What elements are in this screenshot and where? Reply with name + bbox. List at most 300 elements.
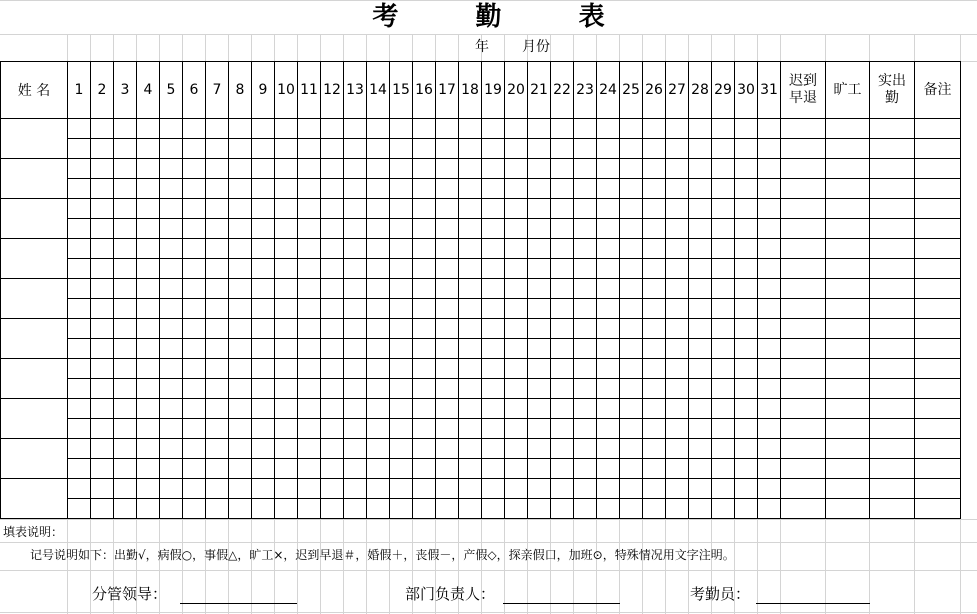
day-cell[interactable] [712,479,735,499]
summary-cell[interactable] [915,239,961,259]
day-cell[interactable] [482,459,505,479]
day-cell[interactable] [574,459,597,479]
day-cell[interactable] [413,199,436,219]
day-cell[interactable] [436,339,459,359]
day-cell[interactable] [206,159,229,179]
day-cell[interactable] [620,459,643,479]
day-cell[interactable] [574,239,597,259]
day-cell[interactable] [344,459,367,479]
day-cell[interactable] [459,119,482,139]
summary-cell[interactable] [870,379,915,399]
day-cell[interactable] [712,259,735,279]
day-cell[interactable] [321,219,344,239]
day-cell[interactable] [183,139,206,159]
day-cell[interactable] [689,439,712,459]
day-cell[interactable] [436,499,459,519]
day-cell[interactable] [183,179,206,199]
summary-cell[interactable] [915,119,961,139]
day-cell[interactable] [68,119,91,139]
summary-cell[interactable] [870,479,915,499]
day-cell[interactable] [114,259,137,279]
day-cell[interactable] [459,279,482,299]
day-cell[interactable] [275,139,298,159]
day-cell[interactable] [735,339,758,359]
day-cell[interactable] [229,139,252,159]
day-cell[interactable] [459,239,482,259]
day-cell[interactable] [620,339,643,359]
day-cell[interactable] [183,119,206,139]
day-cell[interactable] [229,319,252,339]
day-cell[interactable] [689,479,712,499]
day-cell[interactable] [183,279,206,299]
day-cell[interactable] [252,359,275,379]
day-cell[interactable] [91,159,114,179]
summary-cell[interactable] [826,499,870,519]
day-cell[interactable] [183,259,206,279]
day-cell[interactable] [252,159,275,179]
day-cell[interactable] [459,179,482,199]
day-cell[interactable] [643,459,666,479]
day-cell[interactable] [758,379,781,399]
summary-cell[interactable] [915,279,961,299]
summary-cell[interactable] [781,479,826,499]
day-cell[interactable] [482,239,505,259]
day-cell[interactable] [137,179,160,199]
day-cell[interactable] [160,219,183,239]
day-cell[interactable] [459,219,482,239]
day-cell[interactable] [114,339,137,359]
day-cell[interactable] [367,499,390,519]
day-cell[interactable] [689,159,712,179]
day-cell[interactable] [482,139,505,159]
day-cell[interactable] [735,419,758,439]
employee-name-cell[interactable] [1,439,68,479]
day-cell[interactable] [68,459,91,479]
day-cell[interactable] [206,499,229,519]
day-cell[interactable] [712,139,735,159]
day-cell[interactable] [114,479,137,499]
day-cell[interactable] [689,199,712,219]
day-cell[interactable] [344,419,367,439]
clerk-signature-line[interactable] [756,603,870,604]
day-cell[interactable] [574,479,597,499]
day-cell[interactable] [459,299,482,319]
day-cell[interactable] [160,499,183,519]
day-cell[interactable] [390,179,413,199]
day-cell[interactable] [344,139,367,159]
day-cell[interactable] [321,179,344,199]
day-cell[interactable] [275,399,298,419]
day-cell[interactable] [574,439,597,459]
summary-cell[interactable] [781,279,826,299]
day-cell[interactable] [528,199,551,219]
day-cell[interactable] [183,159,206,179]
day-cell[interactable] [160,179,183,199]
day-cell[interactable] [735,179,758,199]
day-cell[interactable] [597,299,620,319]
day-cell[interactable] [114,159,137,179]
day-cell[interactable] [666,119,689,139]
day-cell[interactable] [160,319,183,339]
employee-name-cell[interactable] [1,479,68,519]
day-cell[interactable] [505,159,528,179]
day-cell[interactable] [689,119,712,139]
day-cell[interactable] [643,239,666,259]
employee-name-cell[interactable] [1,319,68,359]
summary-cell[interactable] [781,359,826,379]
day-cell[interactable] [114,179,137,199]
day-cell[interactable] [597,139,620,159]
day-cell[interactable] [666,159,689,179]
day-cell[interactable] [275,239,298,259]
day-cell[interactable] [160,399,183,419]
day-cell[interactable] [206,259,229,279]
day-cell[interactable] [367,179,390,199]
day-cell[interactable] [689,259,712,279]
day-cell[interactable] [758,239,781,259]
day-cell[interactable] [712,179,735,199]
day-cell[interactable] [482,439,505,459]
day-cell[interactable] [114,279,137,299]
day-cell[interactable] [459,359,482,379]
day-cell[interactable] [505,379,528,399]
day-cell[interactable] [482,419,505,439]
day-cell[interactable] [597,379,620,399]
summary-cell[interactable] [870,279,915,299]
day-cell[interactable] [597,359,620,379]
day-cell[interactable] [275,199,298,219]
day-cell[interactable] [275,259,298,279]
summary-cell[interactable] [870,319,915,339]
summary-cell[interactable] [870,339,915,359]
day-cell[interactable] [482,119,505,139]
day-cell[interactable] [597,119,620,139]
day-cell[interactable] [114,359,137,379]
day-cell[interactable] [229,239,252,259]
summary-cell[interactable] [781,299,826,319]
day-cell[interactable] [758,399,781,419]
day-cell[interactable] [574,119,597,139]
day-cell[interactable] [459,479,482,499]
day-cell[interactable] [620,159,643,179]
day-cell[interactable] [183,199,206,219]
day-cell[interactable] [735,199,758,219]
day-cell[interactable] [298,319,321,339]
day-cell[interactable] [160,239,183,259]
day-cell[interactable] [229,199,252,219]
day-cell[interactable] [229,179,252,199]
day-cell[interactable] [160,119,183,139]
day-cell[interactable] [68,419,91,439]
summary-cell[interactable] [781,439,826,459]
day-cell[interactable] [620,379,643,399]
day-cell[interactable] [68,279,91,299]
day-cell[interactable] [482,319,505,339]
day-cell[interactable] [551,159,574,179]
day-cell[interactable] [574,499,597,519]
day-cell[interactable] [597,419,620,439]
day-cell[interactable] [551,299,574,319]
day-cell[interactable] [114,219,137,239]
day-cell[interactable] [413,239,436,259]
summary-cell[interactable] [826,379,870,399]
day-cell[interactable] [183,319,206,339]
day-cell[interactable] [321,479,344,499]
day-cell[interactable] [344,339,367,359]
day-cell[interactable] [252,479,275,499]
day-cell[interactable] [206,319,229,339]
day-cell[interactable] [321,339,344,359]
day-cell[interactable] [689,459,712,479]
day-cell[interactable] [436,219,459,239]
day-cell[interactable] [298,159,321,179]
day-cell[interactable] [551,179,574,199]
day-cell[interactable] [620,319,643,339]
day-cell[interactable] [735,239,758,259]
day-cell[interactable] [436,359,459,379]
day-cell[interactable] [321,319,344,339]
day-cell[interactable] [344,479,367,499]
day-cell[interactable] [712,239,735,259]
day-cell[interactable] [160,379,183,399]
day-cell[interactable] [252,499,275,519]
day-cell[interactable] [252,319,275,339]
summary-cell[interactable] [826,179,870,199]
summary-cell[interactable] [826,439,870,459]
day-cell[interactable] [160,299,183,319]
day-cell[interactable] [91,319,114,339]
summary-cell[interactable] [915,479,961,499]
day-cell[interactable] [505,319,528,339]
day-cell[interactable] [344,319,367,339]
day-cell[interactable] [252,399,275,419]
day-cell[interactable] [666,139,689,159]
day-cell[interactable] [551,239,574,259]
day-cell[interactable] [137,439,160,459]
day-cell[interactable] [390,199,413,219]
day-cell[interactable] [160,279,183,299]
day-cell[interactable] [758,439,781,459]
day-cell[interactable] [252,239,275,259]
day-cell[interactable] [321,399,344,419]
summary-cell[interactable] [915,399,961,419]
day-cell[interactable] [321,139,344,159]
day-cell[interactable] [160,139,183,159]
day-cell[interactable] [436,379,459,399]
summary-cell[interactable] [826,239,870,259]
day-cell[interactable] [91,299,114,319]
day-cell[interactable] [91,459,114,479]
day-cell[interactable] [620,139,643,159]
summary-cell[interactable] [915,439,961,459]
summary-cell[interactable] [915,139,961,159]
day-cell[interactable] [758,479,781,499]
day-cell[interactable] [298,399,321,419]
day-cell[interactable] [91,179,114,199]
day-cell[interactable] [68,359,91,379]
day-cell[interactable] [160,339,183,359]
summary-cell[interactable] [870,499,915,519]
day-cell[interactable] [137,499,160,519]
day-cell[interactable] [666,439,689,459]
day-cell[interactable] [206,119,229,139]
day-cell[interactable] [758,419,781,439]
day-cell[interactable] [505,299,528,319]
day-cell[interactable] [367,219,390,239]
day-cell[interactable] [735,399,758,419]
day-cell[interactable] [459,199,482,219]
day-cell[interactable] [390,119,413,139]
day-cell[interactable] [229,299,252,319]
summary-cell[interactable] [826,119,870,139]
day-cell[interactable] [689,239,712,259]
day-cell[interactable] [206,379,229,399]
day-cell[interactable] [413,319,436,339]
day-cell[interactable] [390,379,413,399]
day-cell[interactable] [275,419,298,439]
day-cell[interactable] [229,439,252,459]
day-cell[interactable] [505,339,528,359]
day-cell[interactable] [183,439,206,459]
day-cell[interactable] [528,159,551,179]
day-cell[interactable] [597,459,620,479]
day-cell[interactable] [229,459,252,479]
day-cell[interactable] [643,219,666,239]
day-cell[interactable] [298,279,321,299]
day-cell[interactable] [275,279,298,299]
day-cell[interactable] [551,499,574,519]
day-cell[interactable] [367,419,390,439]
day-cell[interactable] [758,459,781,479]
summary-cell[interactable] [826,319,870,339]
day-cell[interactable] [505,239,528,259]
day-cell[interactable] [206,399,229,419]
day-cell[interactable] [137,279,160,299]
day-cell[interactable] [321,499,344,519]
day-cell[interactable] [367,159,390,179]
day-cell[interactable] [574,359,597,379]
day-cell[interactable] [252,139,275,159]
supervisor-signature-line[interactable] [180,603,297,604]
summary-cell[interactable] [781,459,826,479]
day-cell[interactable] [367,139,390,159]
day-cell[interactable] [390,459,413,479]
day-cell[interactable] [91,499,114,519]
day-cell[interactable] [528,399,551,419]
day-cell[interactable] [482,179,505,199]
day-cell[interactable] [620,199,643,219]
day-cell[interactable] [137,119,160,139]
summary-cell[interactable] [826,139,870,159]
day-cell[interactable] [91,439,114,459]
day-cell[interactable] [643,139,666,159]
summary-cell[interactable] [826,459,870,479]
day-cell[interactable] [367,259,390,279]
day-cell[interactable] [114,119,137,139]
day-cell[interactable] [735,279,758,299]
day-cell[interactable] [344,359,367,379]
day-cell[interactable] [597,239,620,259]
day-cell[interactable] [252,279,275,299]
day-cell[interactable] [528,459,551,479]
day-cell[interactable] [183,399,206,419]
summary-cell[interactable] [781,219,826,239]
day-cell[interactable] [91,199,114,219]
day-cell[interactable] [620,299,643,319]
summary-cell[interactable] [781,379,826,399]
day-cell[interactable] [344,439,367,459]
summary-cell[interactable] [826,479,870,499]
day-cell[interactable] [298,299,321,319]
day-cell[interactable] [643,439,666,459]
day-cell[interactable] [206,479,229,499]
day-cell[interactable] [367,119,390,139]
day-cell[interactable] [574,299,597,319]
day-cell[interactable] [712,119,735,139]
summary-cell[interactable] [781,159,826,179]
day-cell[interactable] [482,379,505,399]
day-cell[interactable] [413,379,436,399]
day-cell[interactable] [459,499,482,519]
day-cell[interactable] [643,339,666,359]
day-cell[interactable] [91,339,114,359]
day-cell[interactable] [459,419,482,439]
day-cell[interactable] [712,279,735,299]
day-cell[interactable] [735,299,758,319]
day-cell[interactable] [758,499,781,519]
summary-cell[interactable] [826,339,870,359]
day-cell[interactable] [68,319,91,339]
day-cell[interactable] [597,319,620,339]
day-cell[interactable] [505,419,528,439]
day-cell[interactable] [275,319,298,339]
summary-cell[interactable] [826,419,870,439]
day-cell[interactable] [505,259,528,279]
day-cell[interactable] [344,159,367,179]
day-cell[interactable] [528,119,551,139]
day-cell[interactable] [298,359,321,379]
day-cell[interactable] [413,479,436,499]
day-cell[interactable] [689,219,712,239]
day-cell[interactable] [735,139,758,159]
day-cell[interactable] [114,239,137,259]
summary-cell[interactable] [781,419,826,439]
day-cell[interactable] [160,419,183,439]
day-cell[interactable] [252,339,275,359]
employee-name-cell[interactable] [1,399,68,439]
day-cell[interactable] [597,439,620,459]
day-cell[interactable] [597,159,620,179]
day-cell[interactable] [505,279,528,299]
day-cell[interactable] [229,379,252,399]
day-cell[interactable] [459,319,482,339]
day-cell[interactable] [252,439,275,459]
day-cell[interactable] [367,359,390,379]
summary-cell[interactable] [781,339,826,359]
day-cell[interactable] [321,299,344,319]
day-cell[interactable] [298,139,321,159]
day-cell[interactable] [436,199,459,219]
day-cell[interactable] [597,399,620,419]
day-cell[interactable] [183,219,206,239]
day-cell[interactable] [252,219,275,239]
day-cell[interactable] [528,179,551,199]
day-cell[interactable] [482,159,505,179]
summary-cell[interactable] [870,399,915,419]
day-cell[interactable] [505,219,528,239]
day-cell[interactable] [160,199,183,219]
day-cell[interactable] [390,499,413,519]
